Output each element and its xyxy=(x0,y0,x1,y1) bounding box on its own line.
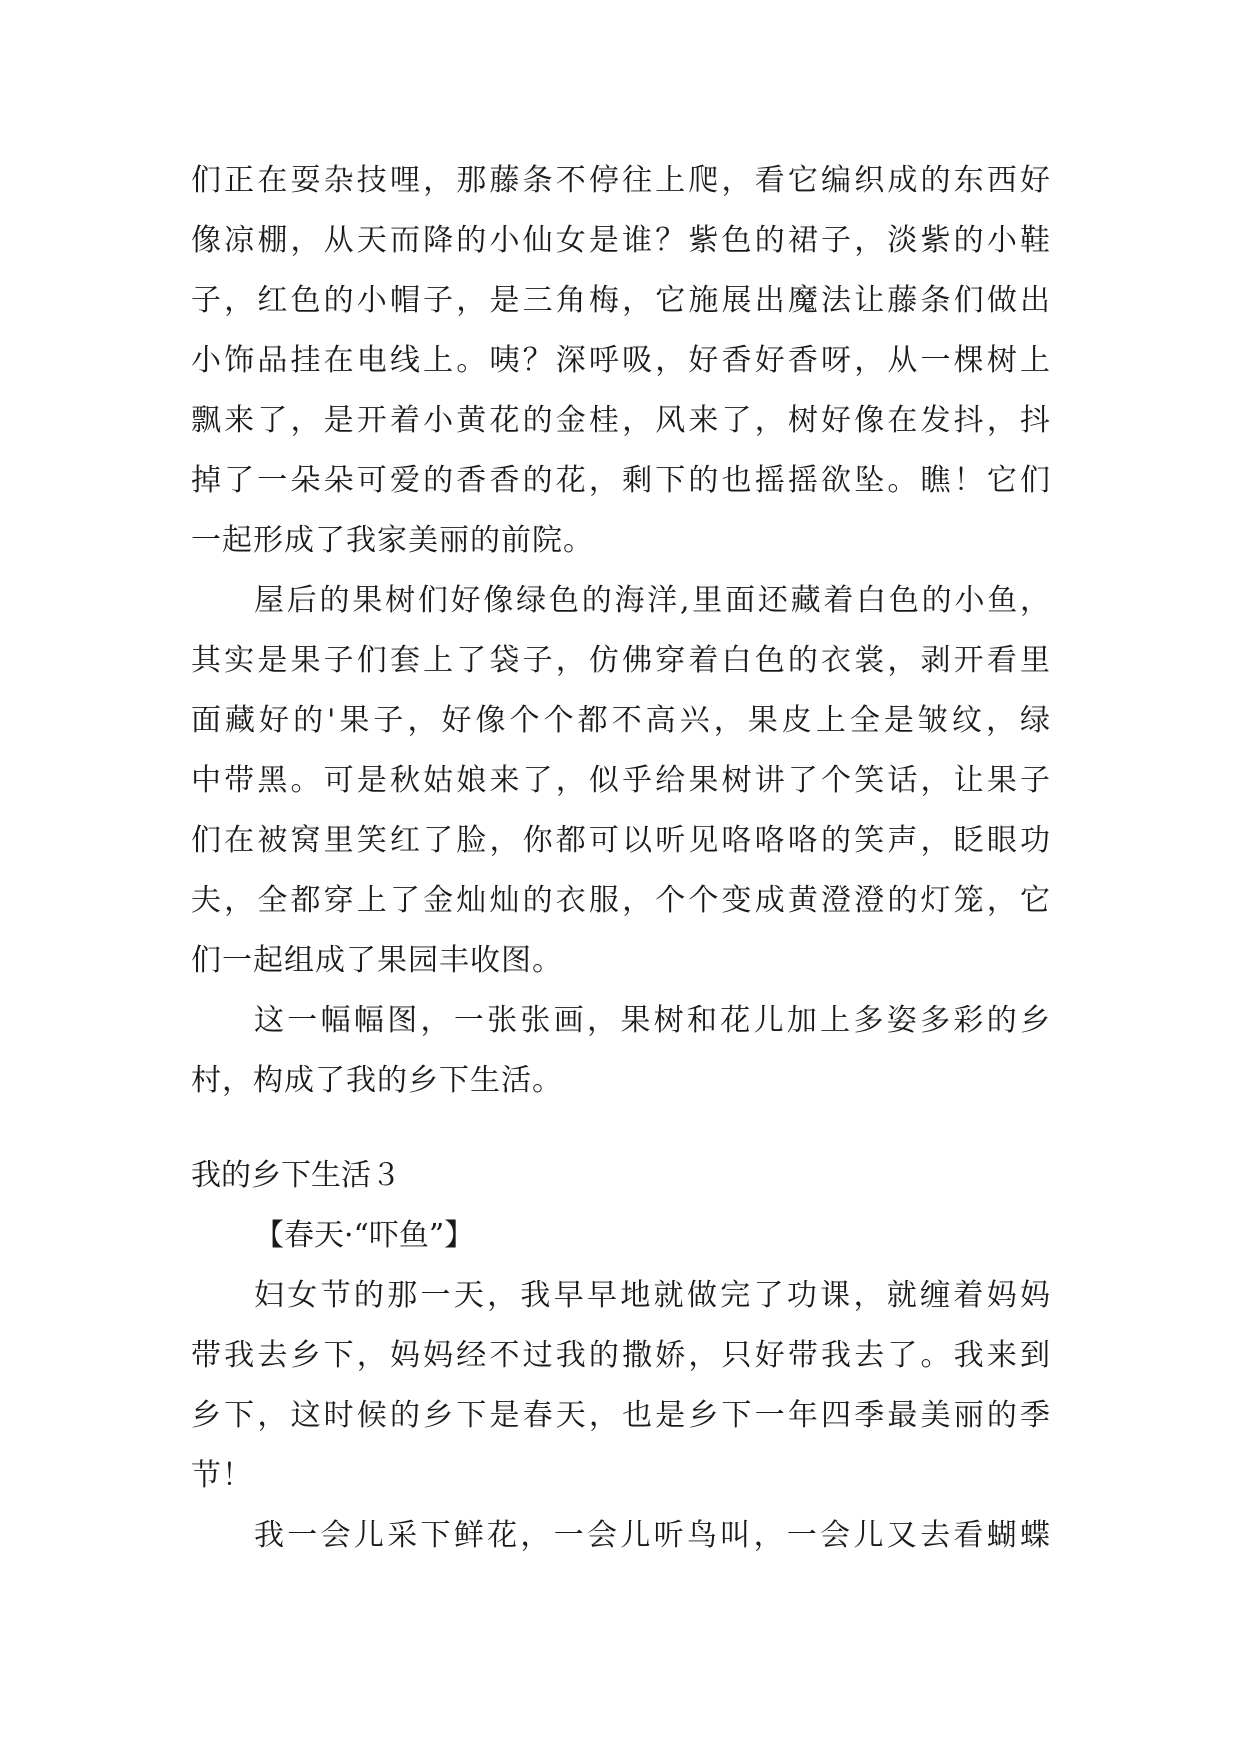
paragraph-womens-day-line: 乡下，这时候的乡下是春天，也是乡下一年四季最美丽的季 xyxy=(191,1398,1051,1433)
paragraph-womens-day-line: 节！ xyxy=(191,1458,253,1493)
paragraph-womens-day-line: 妇女节的那一天，我早早地就做完了功课，就缠着妈妈 xyxy=(254,1278,1051,1313)
paragraph-front-yard-line: 子，红色的小帽子，是三角梅，它施展出魔法让藤条们做出 xyxy=(191,283,1051,318)
paragraph-conclusion-line: 村，构成了我的乡下生活。 xyxy=(191,1063,563,1098)
paragraph-orchard-line: 们在被窝里笑红了脸，你都可以听见咯咯咯的笑声，眨眼功 xyxy=(191,823,1051,858)
paragraph-womens-day-line: 带我去乡下，妈妈经不过我的撒娇，只好带我去了。我来到 xyxy=(191,1338,1051,1373)
paragraph-front-yard-line: 飘来了，是开着小黄花的金桂，风来了，树好像在发抖，抖 xyxy=(191,403,1051,438)
section-title: 我的乡下生活３ xyxy=(191,1158,401,1193)
paragraph-orchard-line: 其实是果子们套上了袋子，仿佛穿着白色的衣裳，剥开看里 xyxy=(191,643,1051,678)
paragraph-front-yard-line: 小饰品挂在电线上。咦？深呼吸，好香好香呀，从一棵树上 xyxy=(191,343,1051,378)
paragraph-orchard-line: 屋后的果树们好像绿色的海洋,里面还藏着白色的小鱼， xyxy=(254,583,1051,618)
paragraph-conclusion-line: 这一幅幅图，一张张画，果树和花儿加上多姿多彩的乡 xyxy=(254,1003,1051,1038)
paragraph-activities-line: 我一会儿采下鲜花，一会儿听鸟叫，一会儿又去看蝴蝶 xyxy=(254,1518,1051,1553)
paragraph-front-yard-line: 一起形成了我家美丽的前院。 xyxy=(191,523,594,558)
paragraph-orchard-line: 们一起组成了果园丰收图。 xyxy=(191,943,563,978)
subheading: 【春天·“吓鱼”】 xyxy=(254,1218,475,1253)
paragraph-front-yard-line: 掉了一朵朵可爱的香香的花，剩下的也摇摇欲坠。瞧！它们 xyxy=(191,463,1051,498)
paragraph-front-yard-line: 像凉棚，从天而降的小仙女是谁？紫色的裙子，淡紫的小鞋 xyxy=(191,223,1051,258)
paragraph-orchard-line: 夫，全都穿上了金灿灿的衣服，个个变成黄澄澄的灯笼，它 xyxy=(191,883,1051,918)
paragraph-orchard-line: 中带黑。可是秋姑娘来了，似乎给果树讲了个笑话，让果子 xyxy=(191,763,1051,798)
paragraph-orchard-line: 面藏好的'果子，好像个个都不高兴，果皮上全是皱纹，绿 xyxy=(191,703,1051,738)
paragraph-front-yard-line: 们正在耍杂技哩，那藤条不停往上爬，看它编织成的东西好 xyxy=(191,163,1051,198)
